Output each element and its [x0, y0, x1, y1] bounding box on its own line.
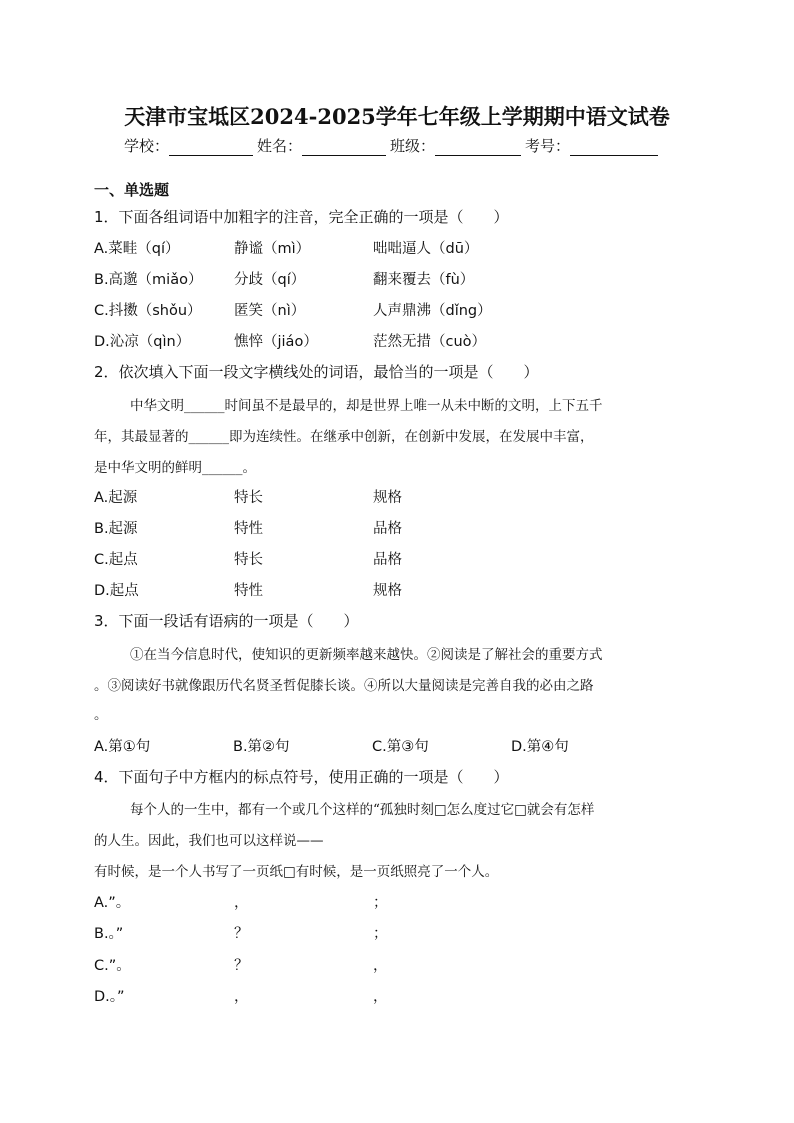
q4-option-a-2: ， — [234, 895, 249, 911]
q1-option-c-3: 人声鼎沸（dǐng） — [373, 303, 492, 319]
q4-option-c-2: ？ — [234, 958, 249, 974]
school-label: 学校： — [124, 137, 170, 155]
question-3-stem: 3．下面一段话有语病的一项是（ ） — [94, 612, 359, 630]
q2-option-c-3: 品格 — [373, 552, 402, 568]
q2-option-c-1: C.起点 — [94, 552, 138, 568]
q2-option-d-1: D.起点 — [94, 583, 139, 599]
school-blank — [169, 141, 253, 156]
q1-option-c-1: C.抖擞（shǒu） — [94, 303, 202, 319]
q4-option-b-1: B.。” — [94, 926, 124, 942]
q3-option-d: D.第④句 — [511, 739, 569, 755]
q1-option-d-1: D.沁凉（qìn） — [94, 334, 191, 350]
q4-option-a-3: ； — [373, 895, 388, 911]
q4-option-c-1: C.”。 — [94, 958, 131, 974]
q4-option-d-2: ， — [234, 989, 249, 1005]
q2-passage-line-2: 年，其最显著的______即为连续性。在继承中创新，在创新中发展，在发展中丰富， — [94, 429, 594, 445]
name-label: 姓名： — [257, 137, 303, 155]
q3-passage-line-3: 。 — [94, 707, 108, 723]
number-label: 考号： — [525, 137, 571, 155]
q1-option-d-3: 茫然无措（cuò） — [373, 334, 487, 350]
q2-option-a-2: 特长 — [234, 490, 263, 506]
q1-option-b-2: 分歧（qí） — [234, 272, 306, 288]
q2-option-b-2: 特性 — [234, 521, 263, 537]
q2-option-c-2: 特长 — [234, 552, 263, 568]
q3-passage-line-2: 。③阅读好书就像跟历代名贤圣哲促膝长谈。④所以大量阅读是完善自我的必由之路 — [94, 678, 594, 694]
q3-option-c: C.第③句 — [372, 739, 429, 755]
q2-option-d-2: 特性 — [234, 583, 263, 599]
q2-option-b-3: 品格 — [373, 521, 402, 537]
q2-option-d-3: 规格 — [373, 583, 402, 599]
q4-option-d-1: D.。” — [94, 989, 125, 1005]
q4-option-b-2: ？ — [234, 926, 249, 942]
q4-passage-line-2: 的人生。因此，我们也可以这样说—— — [94, 833, 324, 849]
q4-passage-line-3: 有时候，是一个人书写了一页纸□有时候，是一页纸照亮了一个人。 — [94, 864, 499, 880]
q1-option-b-3: 翻来覆去（fù） — [373, 272, 475, 288]
q1-option-c-2: 匿笑（nì） — [234, 303, 306, 319]
q4-passage-line-1: 每个人的一生中，都有一个或几个这样的“孤独时刻□怎么度过它□就会有怎样 — [130, 802, 595, 818]
q1-option-a-3: 咄咄逼人（dū） — [373, 241, 479, 257]
q1-option-b-1: B.高邈（miǎo） — [94, 272, 203, 288]
q2-option-a-3: 规格 — [373, 490, 402, 506]
q4-option-d-3: ， — [373, 989, 388, 1005]
q2-passage-line-1: 中华文明______时间虽不是最早的，却是世界上唯一从未中断的文明，上下五千 — [130, 398, 603, 414]
q1-option-a-1: A.菜畦（qí） — [94, 241, 180, 257]
question-1-stem: 1．下面各组词语中加粗字的注音，完全正确的一项是（ ） — [94, 208, 509, 226]
q1-option-a-2: 静谧（mì） — [234, 241, 311, 257]
q3-passage-line-1: ①在当今信息时代，使知识的更新频率越来越快。②阅读是了解社会的重要方式 — [130, 647, 603, 663]
q3-option-b: B.第②句 — [233, 739, 290, 755]
q4-option-b-3: ； — [373, 926, 388, 942]
q2-passage-line-3: 是中华文明的鲜明______。 — [94, 460, 256, 476]
q1-option-d-2: 憔悴（jiáo） — [234, 334, 318, 350]
q4-option-c-3: ， — [373, 958, 388, 974]
q2-option-a-1: A.起源 — [94, 490, 138, 506]
question-4-stem: 4．下面句子中方框内的标点符号，使用正确的一项是（ ） — [94, 768, 509, 786]
q2-option-b-1: B.起源 — [94, 521, 138, 537]
student-info-line — [124, 135, 662, 156]
section-heading: 一、单选题 — [94, 181, 170, 199]
question-2-stem: 2．依次填入下面一段文字横线处的词语，最恰当的一项是（ ） — [94, 363, 539, 381]
class-blank — [435, 141, 521, 156]
q3-option-a: A.第①句 — [94, 739, 151, 755]
number-blank — [570, 141, 658, 156]
page-title: 天津市宝坻区2024-2025学年七年级上学期期中语文试卷 — [124, 104, 670, 129]
class-label: 班级： — [390, 137, 436, 155]
name-blank — [302, 141, 386, 156]
q4-option-a-1: A.”。 — [94, 895, 131, 911]
